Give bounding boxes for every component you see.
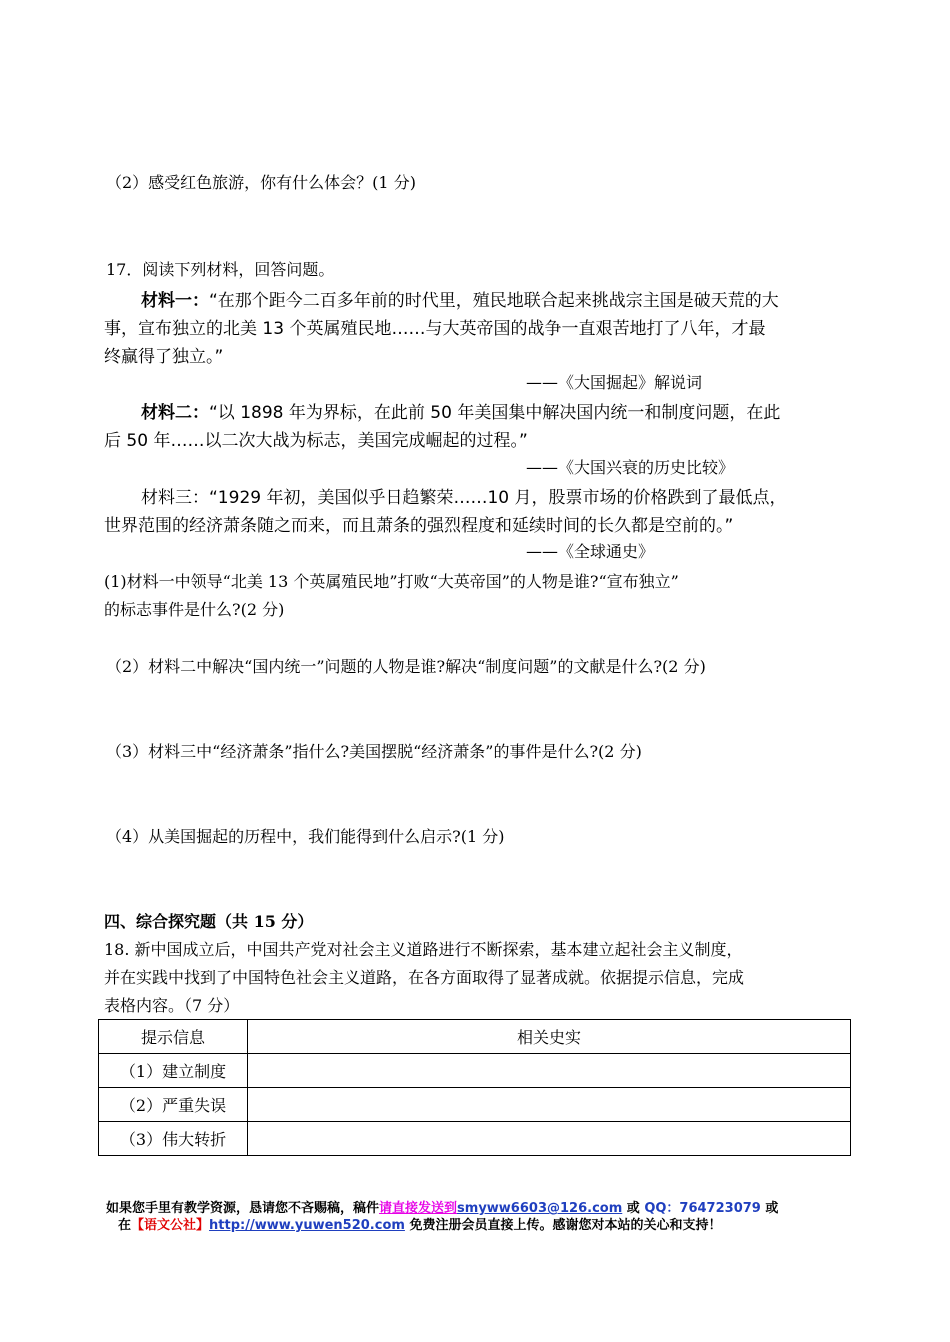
table-header-hint: 提示信息 <box>99 1020 248 1054</box>
table-row-label: （1）建立制度 <box>99 1054 248 1088</box>
q17-part2: （2）材料二中解决“国内统一”问题的人物是谁?解决“制度问题”的文献是什么?(2 分) <box>106 657 706 676</box>
table-row <box>99 1054 851 1088</box>
material-3-line2: 世界范围的经济萧条随之而来，而且萧条的强烈程度和延续时间的长久都是空前的。” <box>104 516 734 536</box>
table-row <box>99 1122 851 1156</box>
material-2-line1: 材料二：“以 1898 年为界标，在此前 50 年美国集中解决国内统一和制度问题，在此 <box>141 403 781 423</box>
q18-line1: 18. 新中国成立后，中国共产党对社会主义道路进行不断探索，基本建立起社会主义制度， <box>104 940 743 959</box>
email-link[interactable]: smyww6603@126.com <box>457 1201 623 1216</box>
table-row-label: （3）伟大转折 <box>99 1122 248 1156</box>
table-answer-cell[interactable] <box>248 1054 851 1088</box>
material-1-line3: 终赢得了独立。” <box>104 347 224 367</box>
material-1-source: ——《大国掘起》解说词 <box>526 373 703 392</box>
site-url-link[interactable]: http://www.yuwen520.com <box>209 1218 405 1233</box>
footer-line1: 如果您手里有教学资源，恳请您不吝赐稿，稿件请直接发送到smyww6603@126.com 或 QQ：764723079 或 <box>106 1201 779 1216</box>
material-3-line1: 材料三：“1929 年初，美国似乎日趋繁荣……10 月，股票市场的价格跌到了最低点， <box>141 488 787 508</box>
q18-line3: 表格内容。（7 分） <box>104 996 240 1015</box>
table-row <box>99 1088 851 1122</box>
q16-part2: （2）感受红色旅游，你有什么体会？(1 分) <box>106 173 416 192</box>
material-3-source: ——《全球通史》 <box>526 542 655 561</box>
history-facts-table <box>98 1019 851 1156</box>
table-answer-cell[interactable] <box>248 1122 851 1156</box>
footer-line2: 在【语文公社】http://www.yuwen520.com 免费注册会员直接上传。感谢您对本站的关心和支持！ <box>118 1218 722 1233</box>
q17-intro: 17．阅读下列材料，回答问题。 <box>106 260 335 279</box>
material-1-line1: 材料一：“在那个距今二百多年前的时代里，殖民地联合起来挑战宗主国是破天荒的大 <box>141 291 779 311</box>
site-brand: 【语文公社】 <box>131 1218 210 1233</box>
q17-part1-line1: (1)材料一中领导“北美 13 个英属殖民地”打败“大英帝国”的人物是谁?“宣布独立” <box>104 572 679 591</box>
material-1-label: 材料一： <box>141 291 209 311</box>
table-header-facts: 相关史实 <box>248 1020 851 1054</box>
table-header-row <box>99 1020 851 1054</box>
material-2-line2: 后 50 年……以二次大战为标志，美国完成崛起的过程。” <box>104 431 528 451</box>
table-row-label: （2）严重失误 <box>99 1088 248 1122</box>
qq-contact: QQ：764723079 <box>644 1201 761 1216</box>
section4-heading: 四、综合探究题（共 15 分） <box>104 912 314 931</box>
table-answer-cell[interactable] <box>248 1088 851 1122</box>
q17-part1-line2: 的标志事件是什么?(2 分) <box>104 600 285 619</box>
q17-part3: （3）材料三中“经济萧条”指什么?美国摆脱“经济萧条”的事件是什么?(2 分) <box>106 742 642 761</box>
q18-line2: 并在实践中找到了中国特色社会主义道路，在各方面取得了显著成就。依据提示信息，完成 <box>104 968 745 987</box>
material-2-source: ——《大国兴衰的历史比较》 <box>526 458 735 477</box>
q17-part4: （4）从美国掘起的历程中，我们能得到什么启示?(1 分) <box>106 827 505 846</box>
material-2-label: 材料二： <box>141 403 209 423</box>
submit-link[interactable]: 请直接发送到 <box>379 1201 458 1216</box>
material-1-line2: 事，宣布独立的北美 13 个英属殖民地……与大英帝国的战争一直艰苦地打了八年，才最 <box>104 319 766 339</box>
